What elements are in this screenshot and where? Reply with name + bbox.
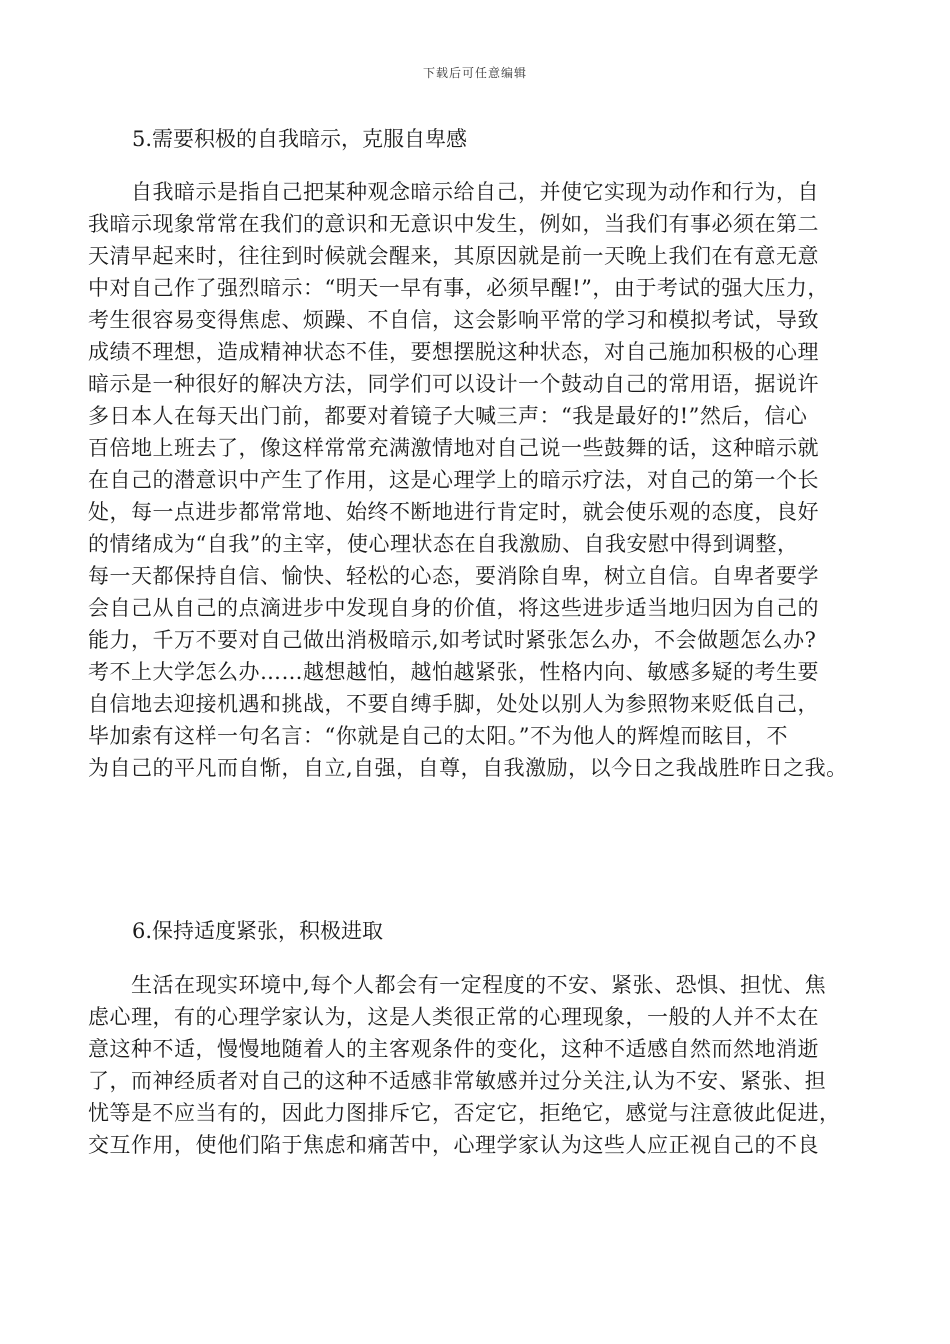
paragraph-line: 多日本人在每天出门前，都要对着镜子大喊三声：“我是最好的!”然后，信心 [88, 404, 808, 428]
paragraph-line: 自信地去迎接机遇和挑战，不要自缚手脚，处处以别人为参照物来贬低自己， [88, 692, 819, 716]
paragraph-line: 虑心理，有的心理学家认为，这是人类很正常的心理现象，一般的人并不太在 [88, 1005, 819, 1029]
paragraph-line: 生活在现实环境中,每个人都会有一定程度的不安、紧张、恐惧、担忧、焦 [88, 973, 827, 997]
paragraph-line: 在自己的潜意识中产生了作用，这是心理学上的暗示疗法，对自己的第一个长 [88, 468, 819, 492]
paragraph-line: 成绩不理想，造成精神状态不佳，要想摆脱这种状态，对自己施加积极的心理 [88, 340, 819, 364]
paragraph-line: 的情绪成为“自我”的主宰，使心理状态在自我激励、自我安慰中得到调整， [88, 532, 799, 556]
paragraph-line: 天清早起来时，往往到时候就会醒来，其原因就是前一天晚上我们在有意无意 [88, 244, 819, 268]
section-6-paragraph [88, 969, 878, 1161]
paragraph-line: 百倍地上班去了，像这样常常充满激情地对自己说一些鼓舞的话，这种暗示就 [88, 436, 819, 460]
paragraph-line: 毕加索有这样一句名言：“你就是自己的太阳。”不为他人的辉煌而眩目，不 [88, 724, 788, 748]
paragraph-line: 我暗示现象常常在我们的意识和无意识中发生，例如，当我们有事必须在第二 [88, 212, 819, 236]
paragraph-line: 意这种不适，慢慢地随着人的主客观条件的变化，这种不适感自然而然地消逝 [88, 1037, 819, 1061]
paragraph-line: 每一天都保持自信、愉快、轻松的心态，要消除自卑，树立自信。自卑者要学 [88, 564, 819, 588]
paragraph-line: 了，而神经质者对自己的这种不适感非常敏感并过分关注,认为不安、紧张、担 [88, 1069, 827, 1093]
paragraph-line: 能力，千万不要对自己做出消极暗示,如考试时紧张怎么办，不会做题怎么办? [88, 628, 817, 652]
page-header: 下载后可任意编辑 [422, 66, 527, 80]
paragraph-line: 考生很容易变得焦虑、烦躁、不自信，这会影响平常的学习和模拟考试，导致 [88, 308, 819, 332]
section-6-heading: 6.保持适度紧张，积极进取 [132, 919, 384, 943]
paragraph-line: 交互作用，使他们陷于焦虑和痛苦中，心理学家认为这些人应正视自己的不良 [88, 1133, 819, 1157]
paragraph-line: 自我暗示是指自己把某种观念暗示给自己，并使它实现为动作和行为，自 [88, 180, 819, 204]
section-5-heading: 5.需要积极的自我暗示，克服自卑感 [132, 127, 468, 151]
paragraph-line: 中对自己作了强烈暗示：“明天一早有事，必须早醒!”，由于考试的强大压力， [88, 276, 829, 300]
section-5-paragraph [88, 176, 878, 784]
paragraph-line: 考不上大学怎么办……越想越怕，越怕越紧张，性格内向、敏感多疑的考生要 [88, 660, 819, 684]
paragraph-line: 处，每一点进步都常常地、始终不断地进行肯定时，就会使乐观的态度，良好 [88, 500, 819, 524]
paragraph-line: 暗示是一种很好的解决方法，同学们可以设计一个鼓动自己的常用语，据说许 [88, 372, 819, 396]
paragraph-line: 为自己的平凡而自惭，自立,自强，自尊，自我激励，以今日之我战胜昨日之我。 [88, 756, 848, 780]
paragraph-line: 忧等是不应当有的，因此力图排斥它，否定它，拒绝它，感觉与注意彼此促进， [88, 1101, 841, 1125]
paragraph-line: 会自己从自己的点滴进步中发现自身的价值，将这些进步适当地归因为自己的 [88, 596, 819, 620]
